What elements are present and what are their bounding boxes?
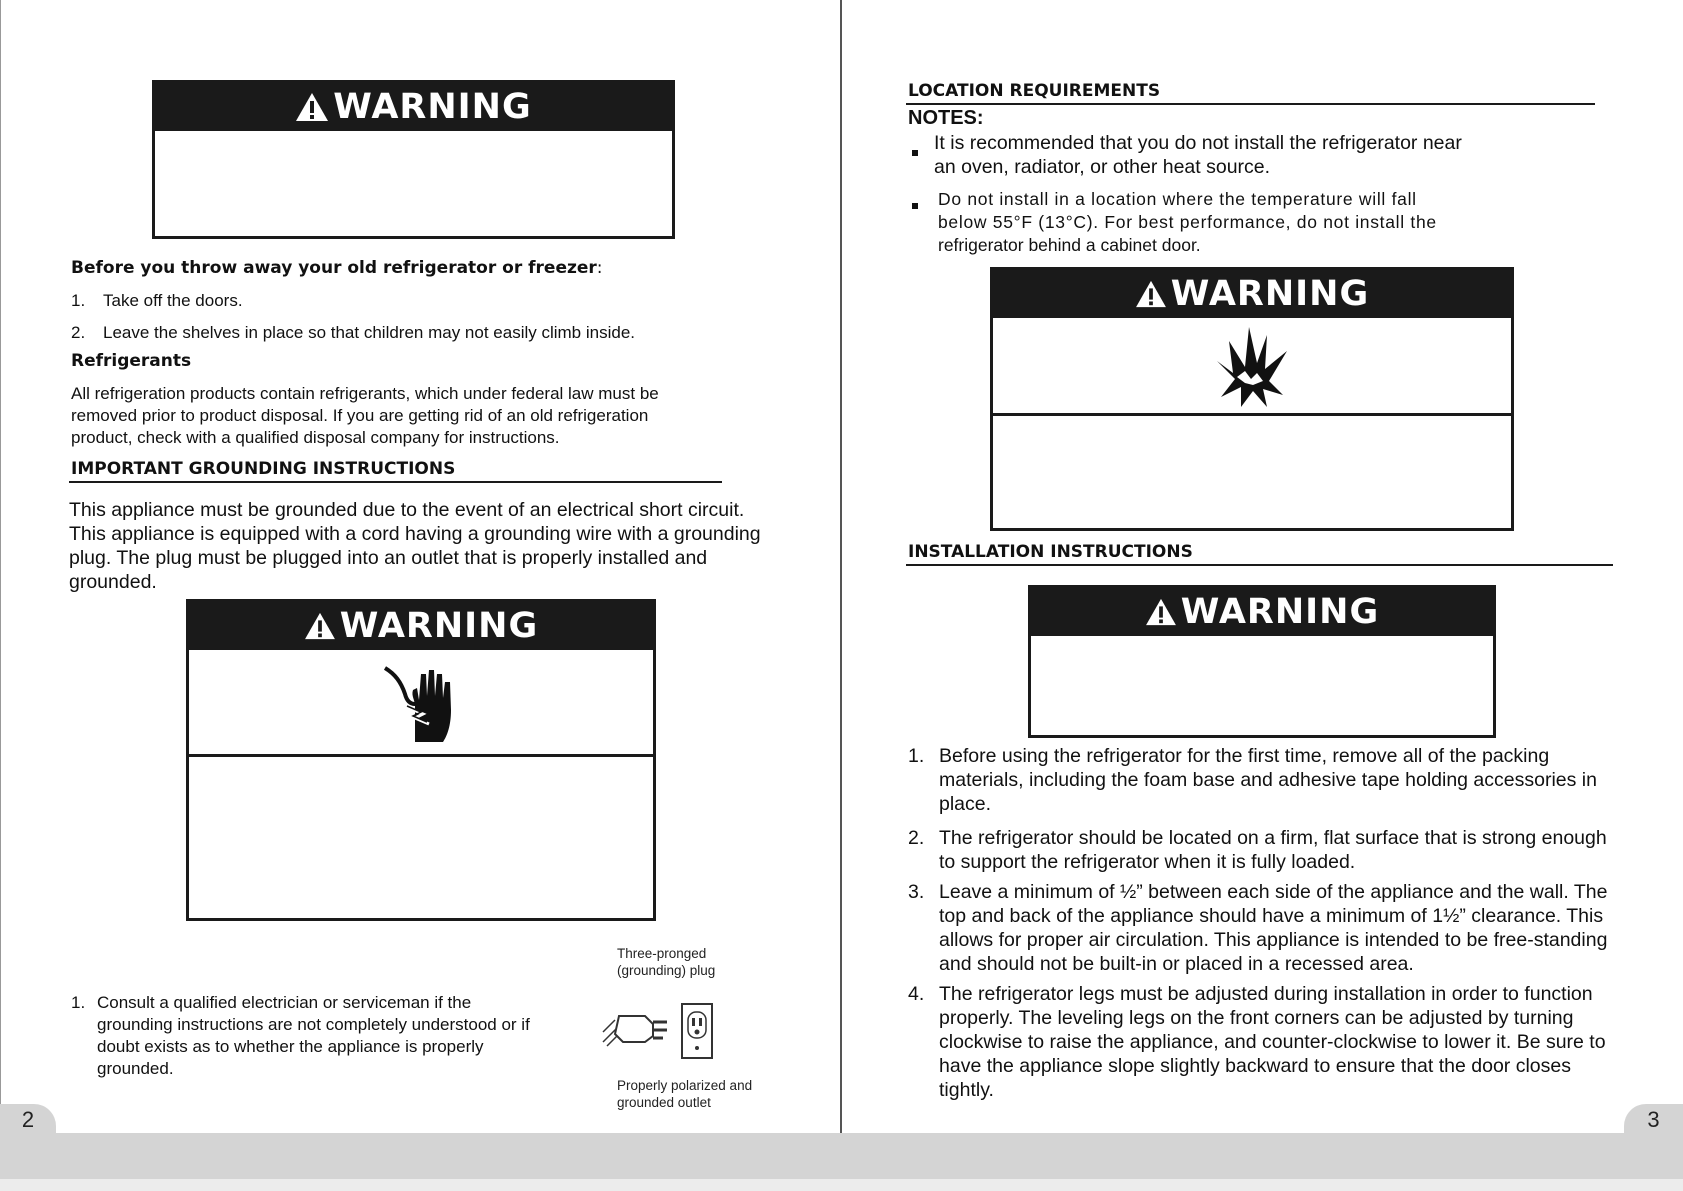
- warning-triangle-icon: [295, 92, 329, 122]
- installation-heading-rule: [906, 564, 1613, 566]
- three-prong-plug-icon: [601, 1002, 673, 1048]
- location-heading-rule: [906, 103, 1595, 105]
- footer-bottom-strip: [0, 1179, 1683, 1191]
- bullet-icon: [912, 203, 918, 209]
- warning-triangle-icon: [1135, 280, 1167, 308]
- warning-label: WARNING: [1170, 274, 1370, 314]
- warning-header: [189, 602, 653, 650]
- book-spine: [840, 0, 842, 1191]
- right-page: [842, 0, 1683, 1191]
- plug-caption-top: Three-pronged (grounding) plug: [617, 946, 716, 978]
- list-item: 1. Before using the refrigerator for the first time, remove all of the packing materials, including the foam base and adhesive tape holding accessories in place.: [908, 745, 1597, 815]
- warning-header: [1031, 588, 1493, 636]
- warning-triangle-icon: [304, 612, 336, 640]
- warning-box-install: [1028, 585, 1496, 738]
- warning-box-shock: [186, 599, 656, 921]
- grounding-heading-rule: [69, 481, 722, 483]
- bullet-icon: [912, 150, 918, 156]
- grounded-outlet-icon: [680, 1002, 714, 1060]
- list-item: It is recommended that you do not install the refrigerator near an oven, radiator, or other heat source.: [912, 131, 1652, 179]
- disposal-steps: [71, 290, 751, 344]
- warning-header: [993, 270, 1511, 318]
- footer-band: [0, 1133, 1683, 1179]
- shock-icon-area: [189, 650, 653, 754]
- location-notes: [912, 131, 1652, 257]
- refrigerants-text: All refrigeration products contain refrigerants, which under federal law must be removed prior to product disposal. If you are getting rid of an old refrigeration product, check with a qualified disposal company for instructions.: [71, 384, 659, 447]
- explosion-icon-area: [993, 318, 1511, 413]
- warning-divider: [189, 754, 653, 757]
- list-item: 2. The refrigerator should be located on a firm, flat surface that is strong enough to support the refrigerator when it is fully loaded.: [908, 827, 1607, 873]
- list-item: Do not install in a location where the temperature will fall below 55°F (13°C). For best performance, do not install the refrigerator behind a cabinet door.: [912, 188, 1652, 257]
- warning-header: [155, 83, 672, 131]
- grounding-heading: IMPORTANT GROUNDING INSTRUCTIONS: [71, 459, 456, 479]
- warning-label: WARNING: [333, 87, 532, 127]
- electrical-shock-hand-icon: [381, 660, 461, 744]
- list-item: 1. Take off the doors.: [71, 291, 243, 310]
- page-number-left: 2: [0, 1104, 56, 1136]
- list-item: 1. Consult a qualified electrician or serviceman if the grounding instructions are not completely understood or if doubt exists as to whether the appliance is properly grounded.: [71, 993, 530, 1078]
- warning-divider: [993, 413, 1511, 416]
- list-item: 2. Leave the shelves in place so that children may not easily climb inside.: [71, 323, 636, 342]
- warning-label: WARNING: [339, 606, 539, 646]
- consult-step: [71, 992, 591, 1080]
- list-item: 4. The refrigerator legs must be adjusted during installation in order to function properly. The leveling legs on the front corners can be adjusted by turning clockwise to raise the appliance, and counter-clockwise to lower it. Be sure to have the appliance slope slightly backward to ensure that the door closes tightly.: [908, 983, 1606, 1101]
- disposal-title: Before you throw away your old refrigerator or freezer:: [71, 258, 603, 278]
- notes-label: NOTES:: [908, 107, 984, 129]
- installation-heading: INSTALLATION INSTRUCTIONS: [908, 542, 1193, 562]
- warning-box-explosion: [990, 267, 1514, 531]
- list-item: 3. Leave a minimum of ½” between each side of the appliance and the wall. The top and back of the appliance should have a minimum of 1½” clearance. This allows for proper air circulation. This appliance is intended to be free-standing and should not be built-in or placed in a recessed area.: [908, 881, 1608, 975]
- plug-figure: [596, 944, 776, 1114]
- location-heading: LOCATION REQUIREMENTS: [908, 81, 1161, 101]
- installation-steps: [908, 744, 1668, 1102]
- plug-caption-bottom: Properly polarized and grounded outlet: [617, 1078, 753, 1110]
- warning-label: WARNING: [1180, 592, 1380, 632]
- refrigerants-title: Refrigerants: [71, 351, 192, 371]
- warning-triangle-icon: [1145, 598, 1177, 626]
- page-number-right: 3: [1624, 1104, 1683, 1136]
- explosion-icon: [1207, 321, 1297, 411]
- warning-box-top: [152, 80, 675, 239]
- grounding-text: This appliance must be grounded due to the event of an electrical short circuit. This appliance is equipped with a cord having a grounding wire with a grounding plug. The plug must be plugged into an outlet that is properly installed and grounded.: [69, 499, 761, 593]
